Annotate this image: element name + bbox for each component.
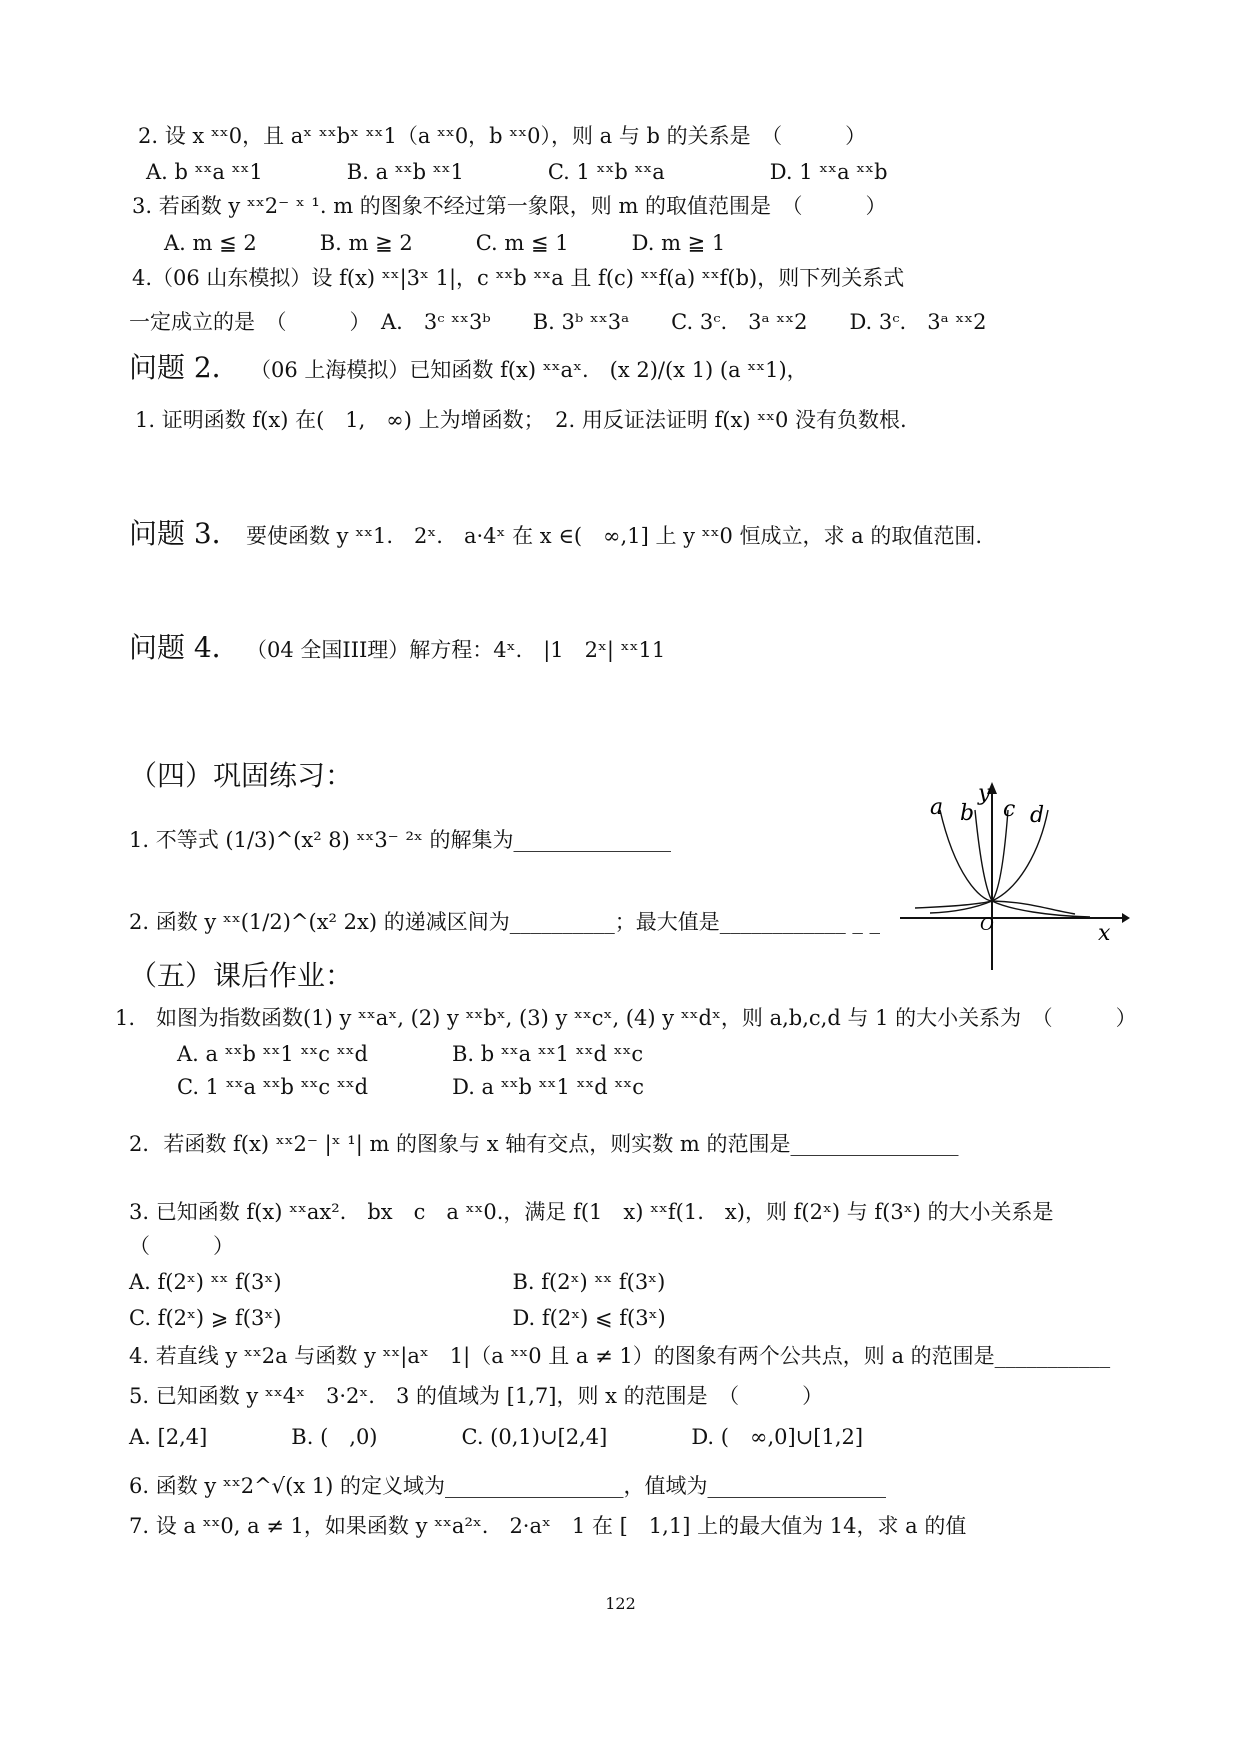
homework-5-options: A. [2,4] B. ( ,0) C. (0,1)∪[2,4] D. ( ∞,0]∪[1,2]	[129, 1425, 864, 1449]
origin-label: O	[980, 915, 994, 935]
q3-options: A. m ≦ 2 B. m ≧ 2 C. m ≦ 1 D. m ≧ 1	[164, 231, 726, 255]
curve-b-label: b	[960, 801, 975, 826]
curve-a-label: a	[930, 795, 944, 820]
problem-2-heading: 问题 2．	[129, 351, 240, 384]
problem-3-heading: 问题 3．	[129, 517, 240, 550]
homework-3: 3. 已知函数 f(x) ˣˣax². bx c a ˣˣ0.，满足 f(1 x) ˣˣf(1. x)，则 f(2ˣ) 与 f(3ˣ) 的大小关系是	[129, 1200, 1054, 1224]
problem-4-heading: 问题 4．	[129, 631, 240, 664]
homework-5: 5. 已知函数 y ˣˣ4ˣ 3·2ˣ. 3 的值域为 [1,7]，则 x 的范围是 （ ）	[129, 1384, 824, 1408]
y-axis-label: y	[978, 781, 991, 806]
x-axis-arrow	[1122, 913, 1130, 923]
exercise-1: 1. 不等式 (1/3)^(x² 8) ˣˣ3⁻ ²ˣ 的解集为_______________	[129, 828, 671, 852]
section-5-heading: （五）课后作业：	[129, 959, 354, 992]
problem-2-tasks: 1. 证明函数 f(x) 在( 1, ∞) 上为增函数； 2. 用反证法证明 f(x) ˣˣ0 没有负数根.	[135, 408, 907, 432]
homework-1-options-ab: A. a ˣˣb ˣˣ1 ˣˣc ˣˣd B. b ˣˣa ˣˣ1 ˣˣd ˣˣc	[177, 1042, 644, 1066]
x-axis-label: x	[1098, 921, 1111, 946]
homework-3-options-cd: C. f(2ˣ) ⩾ f(3ˣ) D. f(2ˣ) ⩽ f(3ˣ)	[129, 1306, 666, 1330]
exponential-curves-graph	[900, 780, 1130, 970]
q3-text: 3. 若函数 y ˣˣ2⁻ ˣ ¹. m 的图象不经过第一象限，则 m 的取值范围是 （ ）	[132, 194, 887, 218]
homework-3-options-ab: A. f(2ˣ) ˣˣ f(3ˣ) B. f(2ˣ) ˣˣ f(3ˣ)	[129, 1270, 666, 1294]
q2-options: A. b ˣˣa ˣˣ1 B. a ˣˣb ˣˣ1 C. 1 ˣˣb ˣˣa D. 1 ˣˣa ˣˣb	[146, 160, 888, 184]
problem-2-text: （06 上海模拟）已知函数 f(x) ˣˣaˣ. (x 2)/(x 1) (a ˣˣ1)，	[250, 358, 808, 382]
section-4-heading: （四）巩固练习：	[129, 759, 354, 792]
homework-4: 4. 若直线 y ˣˣ2a 与函数 y ˣˣ|aˣ 1|（a ˣˣ0 且 a ≠ 1）的图象有两个公共点，则 a 的范围是___________	[129, 1344, 1111, 1368]
problem-3-text: 要使函数 y ˣˣ1. 2ˣ. a·4ˣ 在 x ∈( ∞,1] 上 y ˣˣ0 恒成立，求 a 的取值范围.	[246, 524, 983, 548]
homework-3-paren: （ ）	[129, 1234, 234, 1258]
homework-1-options-cd: C. 1 ˣˣa ˣˣb ˣˣc ˣˣd D. a ˣˣb ˣˣ1 ˣˣd ˣˣc	[177, 1075, 644, 1099]
page-number: 122	[605, 1594, 636, 1613]
homework-1: 1. 如图为指数函数(1) y ˣˣaˣ, (2) y ˣˣbˣ, (3) y ˣˣcˣ, (4) y ˣˣdˣ，则 a,b,c,d 与 1 的大小关系为 （ ）	[115, 1006, 1137, 1030]
q2-text: 2. 设 x ˣˣ0，且 aˣ ˣˣbˣ ˣˣ1（a ˣˣ0，b ˣˣ0），则 a 与 b 的关系是 （ ）	[138, 124, 867, 148]
q4-text: 4.（06 山东模拟）设 f(x) ˣˣ|3ˣ 1|，c ˣˣb ˣˣa 且 f(c) ˣˣf(a) ˣˣf(b)，则下列关系式	[132, 266, 905, 290]
curve-d-label: d	[1030, 803, 1045, 828]
homework-7: 7. 设 a ˣˣ0, a ≠ 1，如果函数 y ˣˣa²ˣ. 2·aˣ 1 在 [ 1,1] 上的最大值为 14，求 a 的值	[129, 1514, 967, 1538]
homework-2: 2．若函数 f(x) ˣˣ2⁻ |ˣ ¹| m 的图象与 x 轴有交点，则实数 m 的范围是________________	[129, 1132, 959, 1156]
homework-6: 6. 函数 y ˣˣ2^√(x 1) 的定义域为_________________，值域为_________________	[129, 1474, 887, 1498]
q4-options: 一定成立的是 （ ） A. 3ᶜ ˣˣ3ᵇ B. 3ᵇ ˣˣ3ᵃ C. 3ᶜ. 3ᵃ ˣˣ2 D. 3ᶜ. 3ᵃ ˣˣ2	[129, 310, 987, 334]
exercise-2: 2. 函数 y ˣˣ(1/2)^(x² 2x) 的递减区间为__________；最大值是____________ _ _	[129, 910, 881, 934]
problem-4-text: （04 全国III理）解方程：4ˣ. |1 2ˣ| ˣˣ11	[246, 638, 666, 662]
curve-c-label: c	[1003, 797, 1016, 822]
